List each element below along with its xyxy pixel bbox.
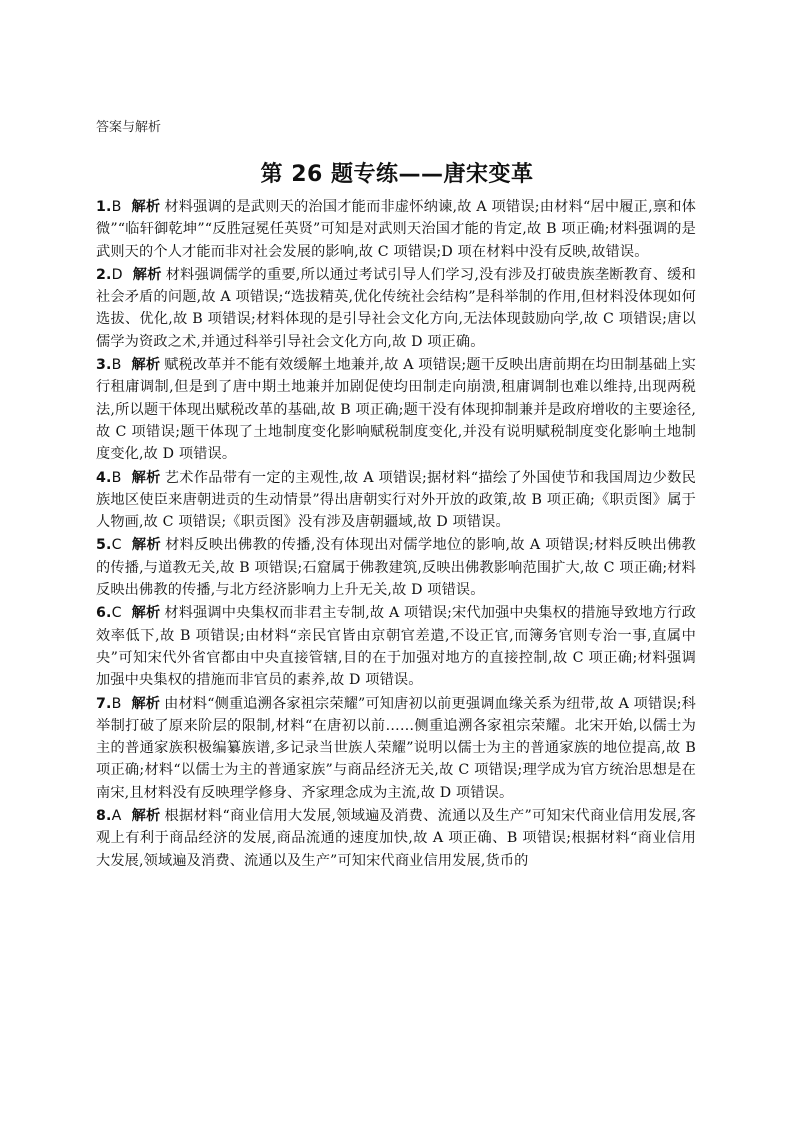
answer-item-2 bbox=[96, 264, 696, 353]
analysis-text: 艺术作品带有一定的主观性,故 A 项错误;据材料“描绘了外国使节和我国周边少数民族地区使臣来唐朝进贡的生动情景”得出唐朝实行对外开放的政策,故 B 项正确;《职贡图》属于人物画,故 C 项错误;《职贡图》没有涉及唐朝疆域,故 D 项错误。 bbox=[96, 469, 696, 531]
question-number: 2. bbox=[96, 266, 112, 283]
analysis-tag: 解析 bbox=[131, 695, 161, 712]
question-number: 8. bbox=[96, 808, 112, 825]
answer-letter: B bbox=[111, 199, 122, 215]
analysis-text: 材料反映出佛教的传播,没有体现出对儒学地位的影响,故 A 项错误;材料反映出佛教的传播,与道教无关,故 B 项错误;石窟属于佛教建筑,反映出佛教影响范围扩大,故 C 项正确;材料反映出佛教的传播,与北方经济影响力上升无关,故 D 项错误。 bbox=[96, 537, 696, 599]
answer-item-6 bbox=[96, 602, 696, 691]
answer-item-5 bbox=[96, 534, 696, 601]
answer-letter: D bbox=[111, 266, 123, 283]
answer-letter: C bbox=[111, 605, 122, 622]
analysis-text: 根据材料“商业信用大发展,领域遍及消费、流通以及生产”可知宋代商业信用发展,客观上有利于商品经济的发展,商品流通的速度加快,故 A 项正确、B 项错误;根据材料“商业信用大发展,领域遍及消费、流通以及生产”可知宋代商业信用发展,货币的 bbox=[96, 808, 696, 869]
question-number: 7. bbox=[96, 695, 112, 712]
analysis-tag: 解析 bbox=[131, 357, 161, 374]
analysis-text: 赋税改革并不能有效缓解土地兼并,故 A 项错误;题干反映出唐前期在均田制基础上实行租庸调制,但是到了唐中期土地兼并加剧促使均田制走向崩溃,租庸调制也难以维持,出现两税法,所以题干体现出赋税改革的基础,故 B 项正确;题干没有体现抑制兼并是政府增收的主要途径,故 C 项错误;题干体现了土地制度变化影响赋税制度变化,并没有说明赋税制度变化影响土地制度变化,故 D 项错误。 bbox=[96, 357, 696, 463]
answer-letter: B bbox=[111, 357, 122, 374]
answer-letter: B bbox=[111, 469, 122, 486]
analysis-tag: 解析 bbox=[132, 266, 162, 283]
answer-letter: C bbox=[111, 537, 122, 554]
answer-item-8 bbox=[96, 805, 696, 872]
answer-item-3 bbox=[96, 354, 696, 465]
analysis-text: 材料强调的是武则天的治国才能而非虚怀纳谏,故 A 项错误;由材料“居中履正,禀和体微”“临轩御乾坤”“反胜冠冕任英贤”可知是对武则天治国才能的肯定,故 B 项正确;材料强调的是武则天的个人才能而非对社会发展的影响,故 C 项错误;D 项在材料中没有反映,故错误。 bbox=[96, 199, 696, 260]
analysis-tag: 解析 bbox=[131, 808, 161, 825]
question-number: 4. bbox=[96, 469, 112, 486]
analysis-text: 材料强调中央集权而非君主专制,故 A 项错误;宋代加强中央集权的措施导致地方行政效率低下,故 B 项错误;由材料“亲民官皆由京朝官差遣,不设正官,而簿务官则专治一事,直属中央”可知宋代外省官都由中央直接管辖,目的在于加强对地方的直接控制,故 C 项正确;材料强调加强中央集权的措施而非官员的素养,故 D 项错误。 bbox=[96, 605, 696, 689]
section-label: 答案与解析 bbox=[96, 120, 162, 135]
question-number: 3. bbox=[96, 357, 112, 374]
page-title: 第 26 题专练——唐宋变革 bbox=[260, 162, 534, 187]
answer-item-4 bbox=[96, 467, 696, 534]
answer-letter: B bbox=[111, 695, 122, 712]
question-number: 6. bbox=[96, 605, 112, 622]
question-number: 5. bbox=[96, 537, 112, 554]
analysis-tag: 解析 bbox=[131, 469, 161, 486]
analysis-tag: 解析 bbox=[131, 605, 161, 622]
question-number: 1. bbox=[96, 199, 112, 215]
analysis-text: 由材料“侧重追溯各家祖宗荣耀”可知唐初以前更强调血缘关系为纽带,故 A 项错误;科举制打破了原来阶层的限制,材料“在唐初以前……侧重追溯各家祖宗荣耀。北宋开始,以儒士为主的普通家族积极编纂族谱,多记录当世族人荣耀”说明以儒士为主的普通家族的地位提高,故 B 项正确;材料“以儒士为主的普通家族”与商品经济无关,故 C 项错误;理学成为官方统治思想是在南宋,且材料没有反映理学修身、齐家理念成为主流,故 D 项错误。 bbox=[96, 695, 696, 801]
analysis-tag: 解析 bbox=[131, 537, 162, 554]
answer-item-7 bbox=[96, 693, 696, 804]
answer-list bbox=[96, 196, 696, 873]
analysis-tag: 解析 bbox=[131, 199, 161, 215]
answer-letter: A bbox=[111, 808, 122, 825]
answer-item-1 bbox=[96, 196, 696, 263]
analysis-text: 材料强调儒学的重要,所以通过考试引导人们学习,没有涉及打破贵族垄断教育、缓和社会矛盾的问题,故 A 项错误;“选拔精英,优化传统社会结构”是科举制的作用,但材料没体现如何选拔、优化,故 B 项错误;材料体现的是引导社会文化方向,无法体现鼓励向学,故 C 项错误;唐以儒学为资政之术,并通过科举引导社会文化方向,故 D 项正确。 bbox=[96, 266, 696, 350]
